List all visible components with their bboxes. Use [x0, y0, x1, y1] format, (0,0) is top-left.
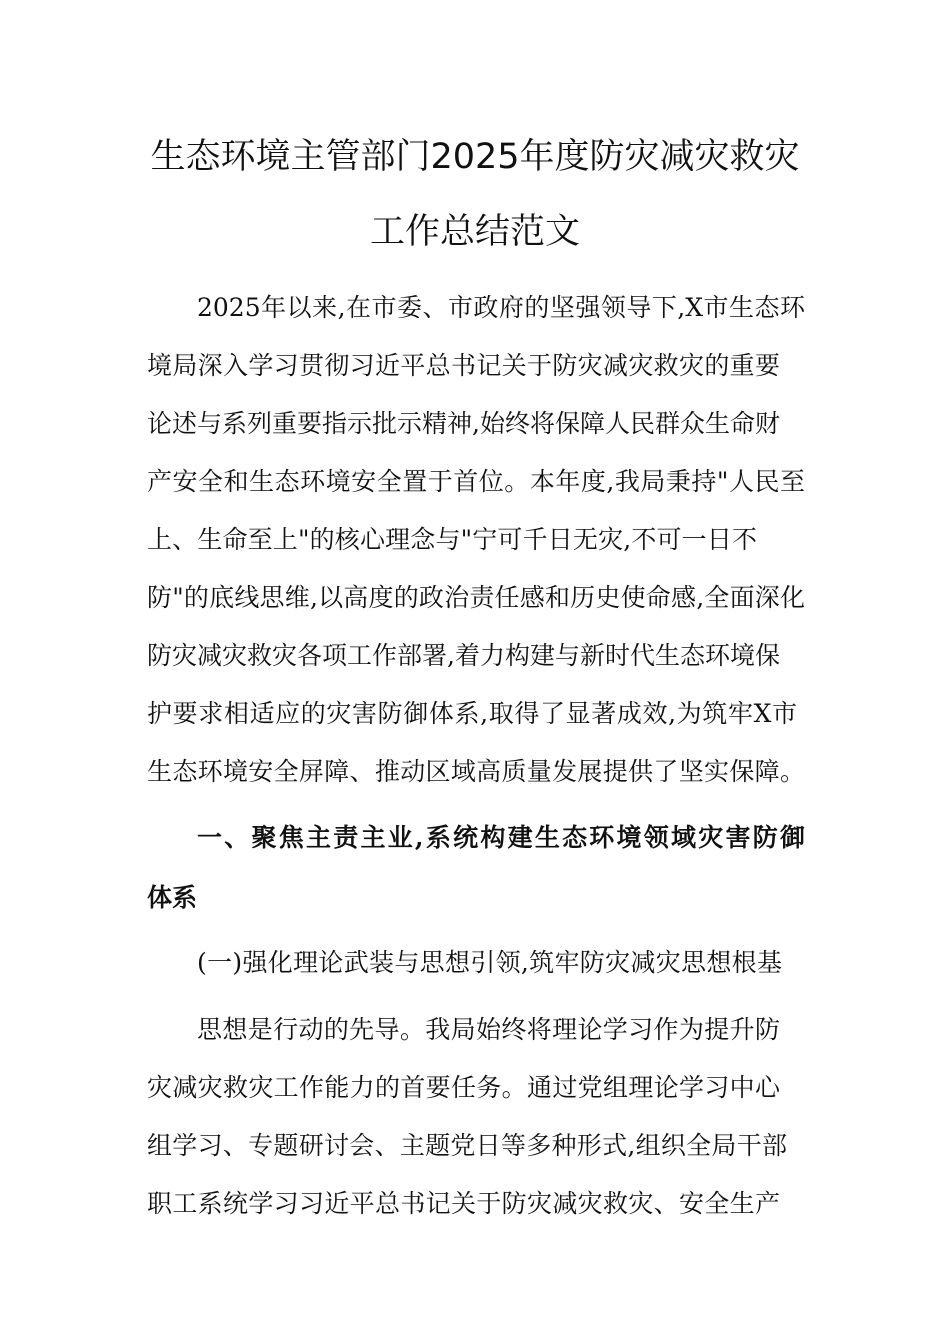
- text-line: 职工系统学习习近平总书记关于防灾减灾救灾、安全生产: [147, 1189, 780, 1218]
- text-line: 灾减灾救灾工作能力的首要任务。通过党组理论学习中心: [147, 1073, 780, 1102]
- text-line: 组学习、专题研讨会、主题党日等多种形式,组织全局干部: [147, 1131, 787, 1160]
- subsection-heading-1: (一)强化理论武装与思想引领,筑牢防灾减灾思想根基: [197, 948, 782, 977]
- text-line: 思想是行动的先导。我局始终将理论学习作为提升防: [197, 1015, 780, 1044]
- text-line: 境局深入学习贯彻习近平总书记关于防灾减灾救灾的重要: [147, 351, 780, 380]
- document-title-line-2: 工作总结范文: [369, 212, 580, 252]
- text-line: 防"的底线思维,以高度的政治责任感和历史使命感,全面深化: [147, 583, 805, 612]
- text-line: 上、生命至上"的核心理念与"宁可千日无灾,不可一日不: [147, 525, 757, 554]
- text-line: 护要求相适应的灾害防御体系,取得了显著成效,为筑牢X市: [147, 699, 797, 728]
- heading-line: 体系: [147, 883, 198, 912]
- heading-line: 一、聚焦主责主业,系统构建生态环境领域灾害防御: [197, 823, 805, 852]
- text-line: 论述与系列重要指示批示精神,始终将保障人民群众生命财: [147, 409, 780, 438]
- text-line: 2025年以来,在市委、市政府的坚强领导下,X市生态环: [197, 293, 805, 322]
- document-title-line-1: 生态环境主管部门2025年度防灾减灾救灾: [150, 137, 800, 177]
- text-line: 防灾减灾救灾各项工作部署,着力构建与新时代生态环境保: [147, 641, 780, 670]
- text-line: 产安全和生态环境安全置于首位。本年度,我局秉持"人民至: [147, 467, 805, 496]
- text-line: 生态环境安全屏障、推动区域高质量发展提供了坚实保障。: [147, 757, 805, 786]
